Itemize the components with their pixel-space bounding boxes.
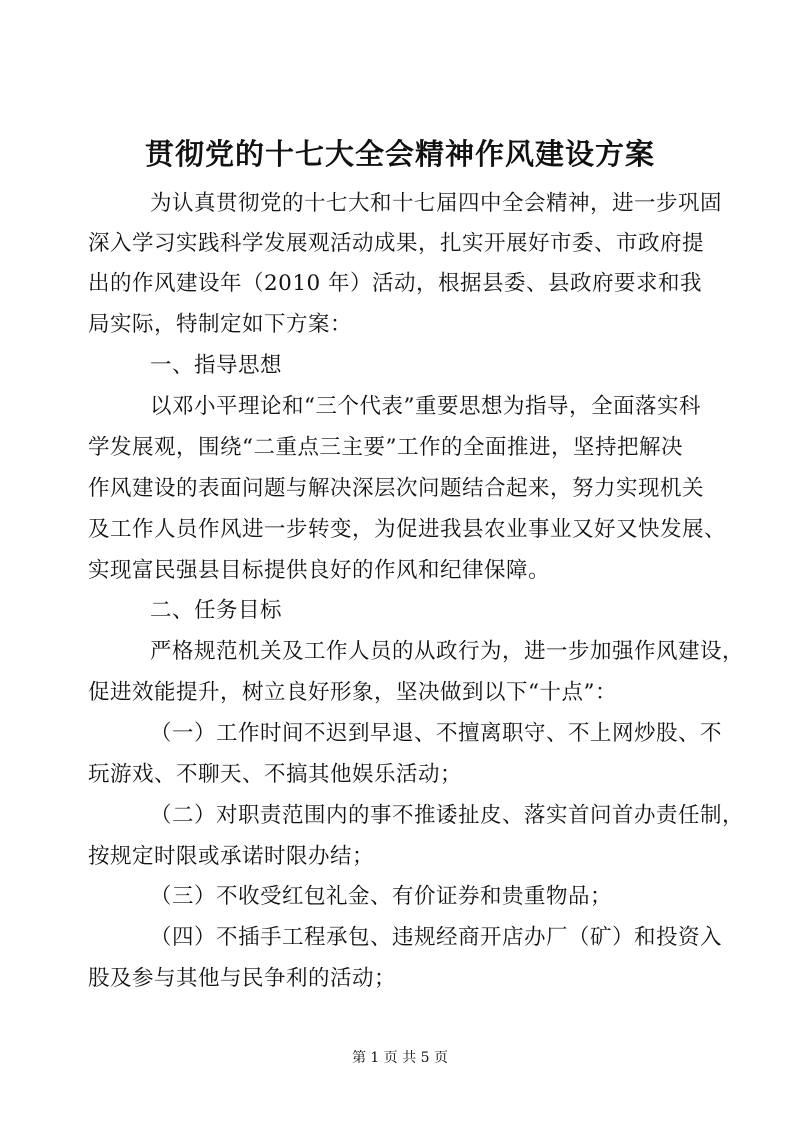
list-item-line: （一）工作时间不迟到早退、不擅离职守、不上网炒股、不: [150, 721, 723, 746]
paragraph-line: 实现富民强县目标提供良好的作风和纪律保障。: [88, 558, 551, 583]
page-number-footer: 第 1 页 共 5 页: [351, 1050, 449, 1066]
paragraph-line: 局实际，特制定如下方案：: [88, 312, 353, 337]
paragraph-line: 深入学习实践科学发展观活动成果，扎实开展好市委、市政府提: [88, 231, 705, 256]
paragraph-line: 严格规范机关及工作人员的从政行为，进一步加强作风建设，: [150, 639, 745, 664]
list-item-line: （二）对职责范围内的事不推诿扯皮、落实首问首办责任制，: [150, 803, 745, 828]
list-item-line: 按规定时限或承诺时限办结；: [88, 844, 375, 869]
paragraph-line: 出的作风建设年（2010 年）活动，根据县委、县政府要求和我: [88, 271, 703, 296]
list-item-line: （四）不插手工程承包、违规经商开店办厂（矿）和投资入: [150, 925, 723, 950]
section-heading: 一、指导思想: [150, 353, 283, 378]
paragraph-line: 为认真贯彻党的十七大和十七届四中全会精神，进一步巩固: [150, 191, 723, 216]
document-title: 贯彻党的十七大全会精神作风建设方案: [144, 137, 655, 171]
section-heading: 二、任务目标: [150, 598, 283, 623]
paragraph-line: 促进效能提升，树立良好形象，坚决做到以下“十点”：: [88, 680, 617, 705]
paragraph-line: 学发展观，围绕“二重点三主要”工作的全面推进，坚持把解决: [88, 435, 683, 460]
list-item-line: 股及参与其他与民争利的活动；: [88, 966, 397, 991]
paragraph-line: 及工作人员作风进一步转变，为促进我县农业事业又好又快发展、: [88, 517, 727, 542]
paragraph-line: 作风建设的表面问题与解决深层次问题结合起来，努力实现机关: [88, 476, 705, 501]
list-item-line: （三）不收受红包礼金、有价证券和贵重物品；: [150, 884, 613, 909]
list-item-line: 玩游戏、不聊天、不搞其他娱乐活动；: [88, 762, 463, 787]
paragraph-line: 以邓小平理论和“三个代表”重要思想为指导，全面落实科: [150, 394, 701, 419]
